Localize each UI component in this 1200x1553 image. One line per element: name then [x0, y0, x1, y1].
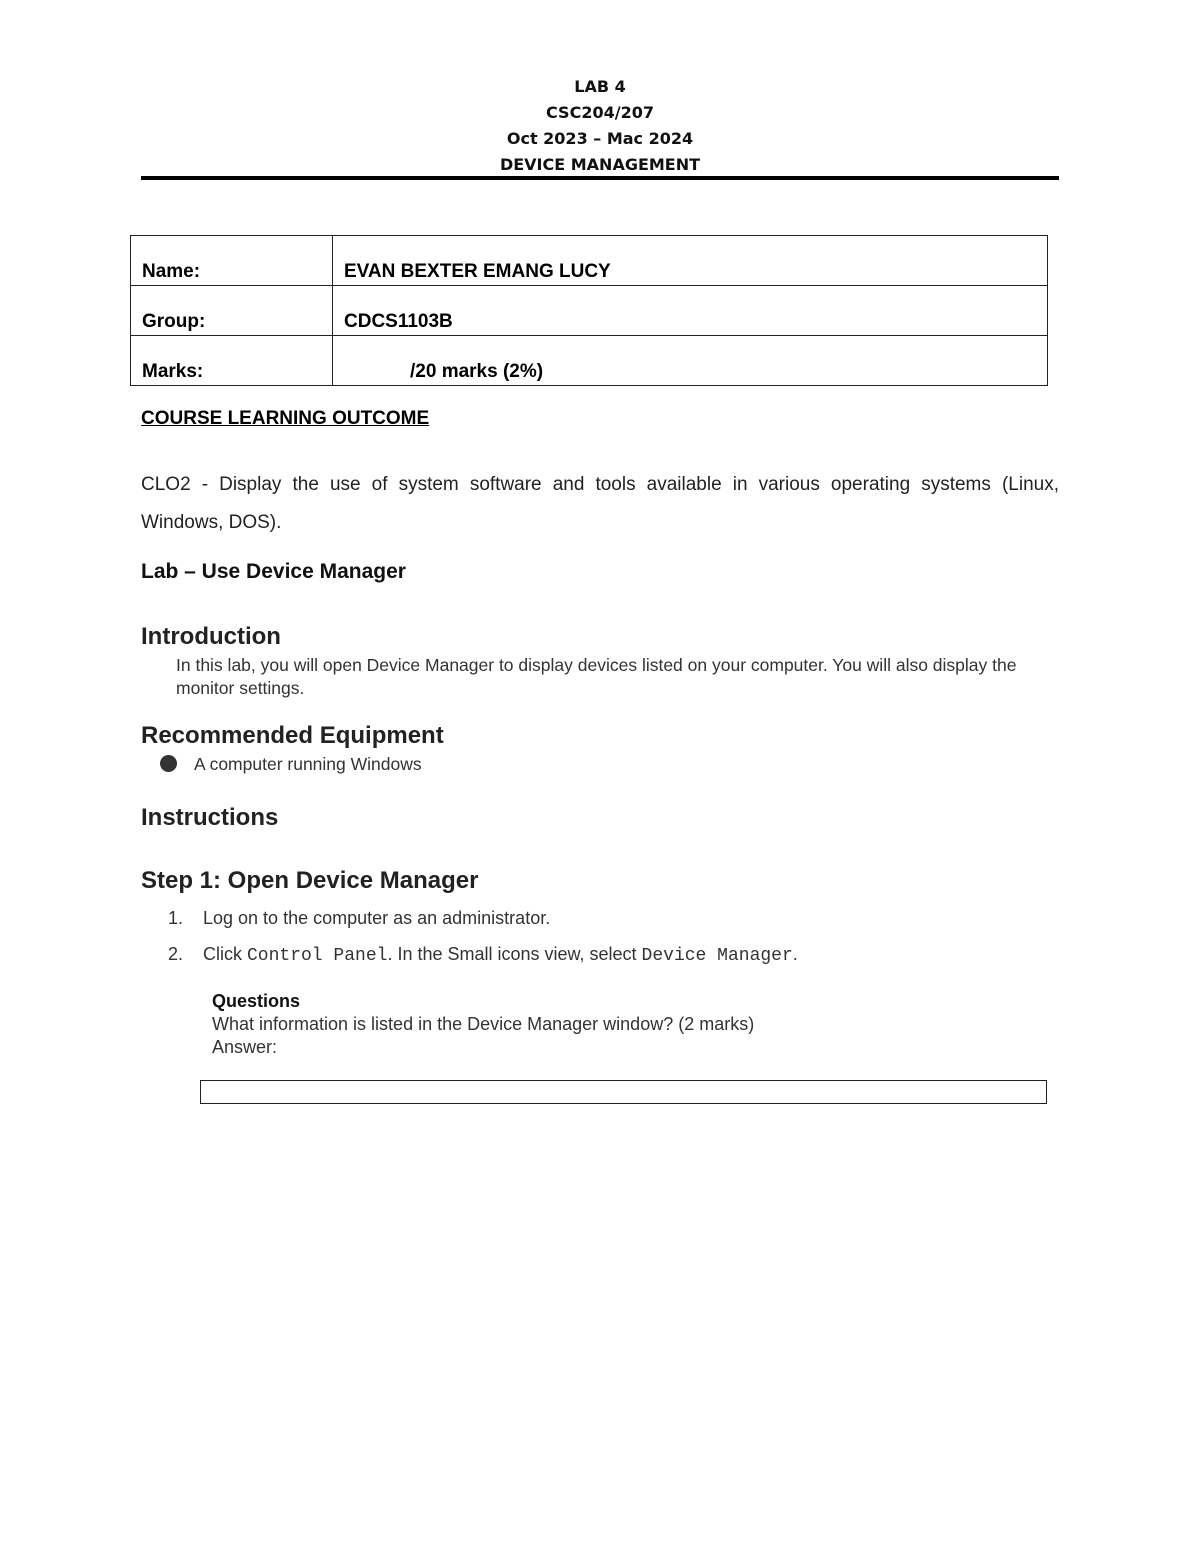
lab-number: LAB 4	[574, 77, 626, 96]
item-text-pre: Click	[203, 944, 247, 964]
step1-heading: Step 1: Open Device Manager	[141, 867, 479, 894]
answer-label: Answer:	[212, 1037, 278, 1057]
name-label: Name:	[131, 236, 333, 286]
equipment-heading: Recommended Equipment	[141, 722, 444, 749]
item-number: 1.	[168, 908, 184, 928]
marks-value: /20 marks (2%)	[410, 361, 544, 382]
marks-label: Marks:	[131, 336, 333, 386]
bullet-icon	[160, 755, 177, 772]
clo-text: CLO2 - Display the use of system software and tools available in various operating systems (Linux, Windows, DOS).	[141, 474, 1059, 533]
name-value: EVAN BEXTER EMANG LUCY	[333, 236, 1048, 286]
instructions-heading: Instructions	[141, 804, 279, 831]
step1-item-1	[168, 908, 550, 929]
group-value: CDCS1103B	[333, 286, 1048, 336]
introduction-heading: Introduction	[141, 623, 281, 650]
control-panel-code: Control Panel	[247, 946, 388, 966]
lab-title: Lab – Use Device Manager	[141, 560, 406, 583]
questions-heading: Questions	[212, 991, 301, 1011]
document-header	[0, 74, 1200, 178]
item-text-mid: . In the Small icons view, select	[387, 944, 642, 964]
question-text: What information is listed in the Device Manager window? (2 marks)	[212, 1014, 755, 1034]
course-code: CSC204/207	[546, 103, 654, 122]
marks-row	[131, 336, 1048, 386]
group-label: Group:	[131, 286, 333, 336]
group-row	[131, 286, 1048, 336]
step1-item-2	[168, 944, 798, 966]
introduction-text: In this lab, you will open Device Manager to display devices listed on your computer. You will also display the monitor settings.	[176, 655, 1017, 698]
item-text-post: .	[792, 944, 798, 964]
lab-topic: DEVICE MANAGEMENT	[499, 155, 701, 174]
name-row	[131, 236, 1048, 286]
equipment-item	[160, 754, 422, 775]
marks-cell	[333, 336, 1048, 386]
semester: Oct 2023 – Mac 2024	[506, 129, 694, 148]
item-text: Log on to the computer as an administrator.	[203, 908, 551, 928]
header-divider	[141, 176, 1059, 180]
clo-heading: COURSE LEARNING OUTCOME	[141, 408, 430, 429]
device-manager-code: Device Manager	[641, 946, 793, 966]
item-number: 2.	[168, 944, 184, 964]
question-block	[212, 990, 754, 1059]
equipment-item-text: A computer running Windows	[194, 754, 422, 774]
student-info-table	[130, 235, 1048, 386]
answer-box[interactable]	[200, 1080, 1047, 1104]
